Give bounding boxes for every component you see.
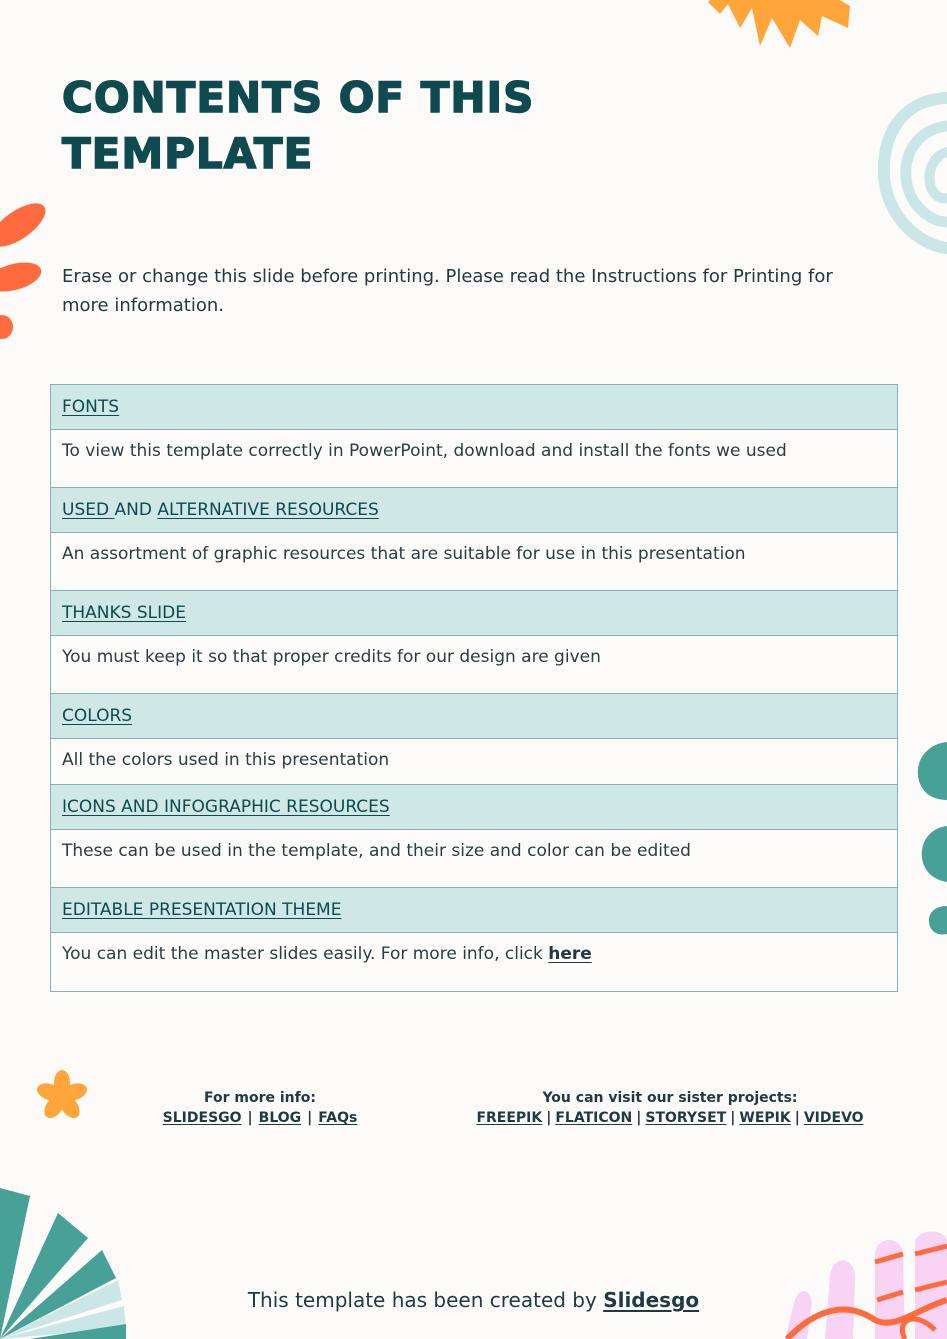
more-info-block	[130, 1088, 390, 1128]
credit-line	[0, 1288, 947, 1312]
section-heading-icons	[51, 785, 897, 830]
more-info-label: For more info:	[204, 1090, 316, 1106]
contents-table	[50, 384, 898, 992]
slidesgo-link[interactable]: SLIDESGO	[162, 1110, 242, 1126]
page-title: CONTENTS OF THIS TEMPLATE	[62, 73, 535, 178]
colors-link[interactable]: COLORS	[62, 706, 133, 726]
pink-coral-decoration-icon	[775, 1230, 947, 1339]
sister-projects-block	[450, 1088, 890, 1128]
coral-leaves-decoration-icon	[0, 195, 50, 345]
faqs-link[interactable]: FAQs	[318, 1110, 358, 1126]
blog-link[interactable]: BLOG	[258, 1110, 302, 1126]
orange-sun-decoration-icon	[700, 0, 860, 55]
here-link[interactable]: here	[548, 944, 592, 964]
section-description-icons: These can be used in the template, and their size and color can be edited	[51, 830, 897, 888]
alternative-resources-link[interactable]: ALTERNATIVE RESOURCES	[157, 500, 379, 520]
section-heading-thanks	[51, 591, 897, 636]
fonts-link[interactable]: FONTS	[62, 397, 120, 417]
section-heading-theme	[51, 888, 897, 933]
icons-link[interactable]: ICONS AND INFOGRAPHIC RESOURCES	[62, 797, 390, 817]
teal-blobs-decoration-icon	[912, 740, 947, 940]
freepik-link[interactable]: FREEPIK	[476, 1110, 543, 1126]
heading-connector: AND	[114, 500, 158, 520]
teal-fan-decoration-icon	[0, 1188, 130, 1339]
separator: |	[794, 1110, 800, 1126]
section-description-thanks: You must keep it so that proper credits for our design are given	[51, 636, 897, 694]
flaticon-link[interactable]: FLATICON	[555, 1110, 633, 1126]
editable-theme-link[interactable]: EDITABLE PRESENTATION THEME	[62, 900, 342, 920]
separator: |	[730, 1110, 736, 1126]
intro-text: Erase or change this slide before printing. Please read the Instructions for Printing for more information.	[62, 266, 833, 316]
separator: |	[636, 1110, 642, 1126]
videvo-link[interactable]: VIDEVO	[803, 1110, 864, 1126]
section-description-colors: All the colors used in this presentation	[51, 739, 897, 785]
section-description-theme	[51, 933, 897, 991]
section-heading-resources	[51, 488, 897, 533]
separator: |	[247, 1110, 253, 1126]
theme-description-text: You can edit the master slides easily. For more info, click	[62, 944, 549, 964]
section-description-fonts: To view this template correctly in PowerPoint, download and install the fonts we used	[51, 430, 897, 488]
sister-projects-label: You can visit our sister projects:	[542, 1090, 798, 1106]
section-heading-colors	[51, 694, 897, 739]
separator: |	[307, 1110, 313, 1126]
wepik-link[interactable]: WEPIK	[739, 1110, 791, 1126]
storyset-link[interactable]: STORYSET	[645, 1110, 727, 1126]
used-resources-link[interactable]: USED	[62, 500, 115, 520]
blue-spiral-decoration-icon	[878, 90, 947, 255]
credit-text: This template has been created by	[247, 1288, 604, 1312]
separator: |	[546, 1110, 552, 1126]
section-heading-fonts	[51, 385, 897, 430]
slidesgo-credit-link[interactable]: Slidesgo	[603, 1288, 700, 1312]
thanks-slide-link[interactable]: THANKS SLIDE	[62, 603, 186, 623]
orange-flower-decoration-icon	[34, 1068, 90, 1124]
section-description-resources: An assortment of graphic resources that are suitable for use in this presentation	[51, 533, 897, 591]
